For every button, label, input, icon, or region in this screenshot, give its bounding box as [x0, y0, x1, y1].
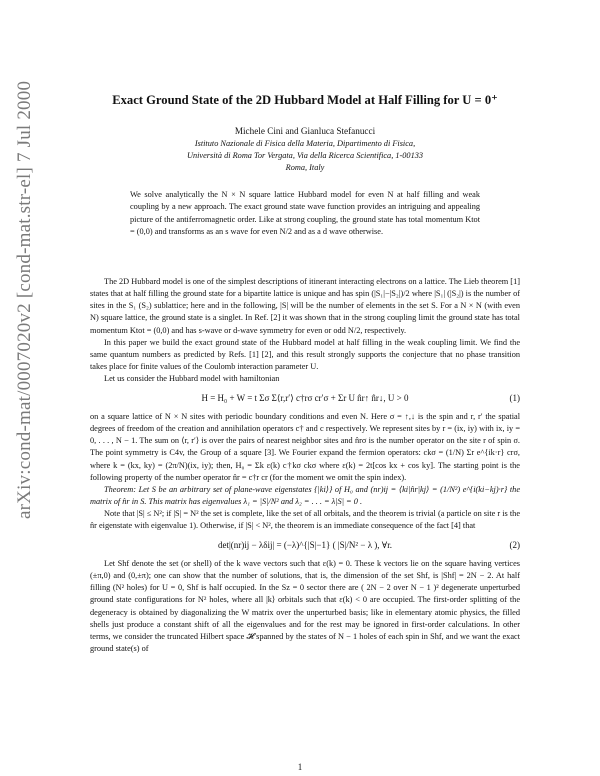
abstract: We solve analytically the N × N square lattice Hubbard model for even N at half filling and weak coupling by a new approach. The exact ground state wave function provides an intriguing and appealing picture of the antiferromagnetic order. Like at strong coupling, the ground state has total momentum Ktot = (0,0) and transforms as an s wave for even N/2 and as a d wave otherwise. [130, 190, 480, 236]
paper-page [90, 92, 520, 655]
equation-2 [90, 539, 520, 551]
affiliation-line-3: Roma, Italy [285, 163, 325, 172]
theorem: Theorem: Let S be an arbitrary set of plane-wave eigenstates {|ki⟩} of H₀ and (nr)ij = ⟨ki|n̂r|kj⟩ = (1/N²) e^{i(ki−kj)·r} the matrix of n̂r in S. This matrix has eigenvalues λ₁ = |S|/N² and λ₂ = . . . = λ|S| = 0 . [90, 484, 520, 506]
paragraph: The 2D Hubbard model is one of the simplest descriptions of itinerant interacting electrons on a lattice. The Lieb theorem [1] states that at half filling the ground state for a bipartite lattice is unique and has spin (|S₁|−|S₂|)/2 where |S₁| (|S₂|) is the number of sites in the S₁ (S₂) sublattice; here and in the following, |S| will be the number of elements in the set S. For a N × N (with even N) square lattice, the ground state is a singlet. In Ref. [2] it was shown that in the strong coupling limit the ground state has total momentum Ktot = (0,0) and has s-wave or d-wave symmetry for even or odd N/2, respectively. [90, 277, 520, 335]
affiliation-line-1: Istituto Nazionale di Fisica della Materia, Dipartimento di Fisica, [194, 139, 416, 148]
paragraph: on a square lattice of N × N sites with periodic boundary conditions and even N. Here σ = ↑,↓ is the spin and r, r′ the spatial degrees of freedom of the creation and annihilation operators c† and c respectively. We represent sites by r = (ix, iy) with ix, iy = 0, . . . , N − 1. The sum on ⟨r, r′⟩ is over the pairs of nearest neighbor sites and n̂rσ is the number operator on the site r of spin σ. The point symmetry is C4v, the Group of a square [3]. We Fourier expand the fermion operators: ckσ = (1/N) Σr e^{ik·r} crσ, where k = (kx, ky) = (2π/N)(ix, iy); then, H₀ = Σk ε(k) c†kσ ckσ where ε(k) = 2t[cos kx + cos ky]. The starting point is the following property of the number operator n̂r = c†r cr (for the moment we omit the spin index). [90, 412, 520, 482]
arxiv-identifier: arXiv:cond-mat/0007020v2 [cond-mat.str-el] 7 Jul 2000 [14, 80, 35, 520]
paper-title: Exact Ground State of the 2D Hubbard Model at Half Filling for U = 0⁺ [112, 93, 498, 107]
page-number: 1 [297, 762, 303, 772]
paragraph: Let us consider the Hubbard model with hamiltonian [104, 373, 280, 383]
paragraph: In this paper we build the exact ground state of the Hubbard model at half filling in the weak coupling limit. We find the same quantum numbers as predicted by Refs. [1] [2], and this result strongly supports the conjecture that no phase transition takes place for finite values of the Coulomb interaction parameter U. [90, 337, 520, 371]
paragraph: Note that |S| ≤ N²; if |S| = N² the set is complete, like the set of all orbitals, and the theorem is trivial (a particle on site r is the n̂r eigenstate with eigenvalue 1). Otherwise, if |S| < N², the theorem is an immediate consequence of the fact [4] that [90, 508, 520, 530]
paper-authors: Michele Cini and Gianluca Stefanucci [234, 126, 376, 136]
equation-2-body: det|(nr)ij − λδij| = (−λ)^{|S|−1} ( |S|/N² − λ ), ∀r. [217, 540, 392, 551]
equation-1-body: H = H₀ + W = t Σσ Σ⟨r,r′⟩ c†rσ cr′σ + Σr U n̂r↑ n̂r↓, U > 0 [201, 393, 409, 404]
affiliation-line-2: Università di Roma Tor Vergata, Via della Ricerca Scientifica, 1-00133 [186, 151, 424, 160]
equation-1-number: (1) [509, 393, 520, 404]
equation-2-number: (2) [509, 540, 520, 551]
body-text [90, 276, 520, 655]
equation-1 [90, 392, 520, 404]
paragraph: Let Shf denote the set (or shell) of the k wave vectors such that ε(k) = 0. These k vectors lie on the square having vertices (±π,0) and (0,±π); one can show that the number of solutions, that is, the dimension of the set Shf, is |Shf| = 2N − 2. At half filling (N² holes) for U = 0, Shf is half occupied. In the Sz = 0 sector there are ( 2N − 2 over N − 1 )² degenerate unperturbed ground state configurations for N² holes, where all |k⟩ orbitals such that ε(k) < 0 are occupied. The first-order splitting of the degeneracy is obtained by diagonalizing the W matrix over the unperturbed basis; like in elementary atomic physics, the filled shells just produce a constant shift of all the eigenvalues and for the rest may be ignored in first-order calculations. In other terms, we consider the truncated Hilbert space 𝓗 spanned by the states of N − 1 holes of each spin in Shf, and we want the exact ground state(s) of [90, 559, 520, 653]
